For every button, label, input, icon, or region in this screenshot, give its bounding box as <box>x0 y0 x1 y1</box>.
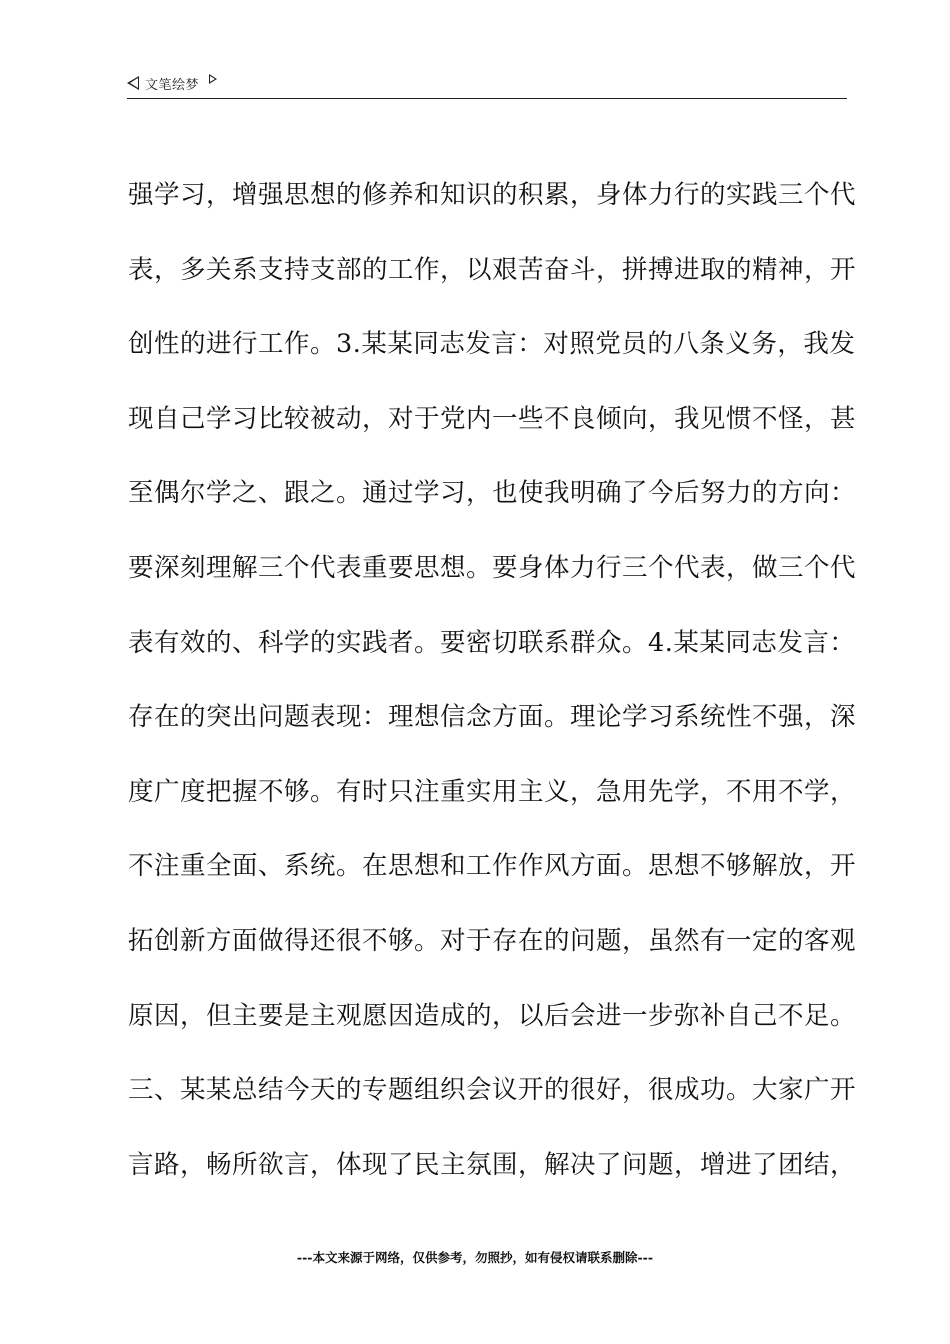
text-line: 表，多关系支持支部的工作，以艰苦奋斗，拼搏进取的精神，开 <box>128 254 857 285</box>
text-line: 原因，但主要是主观愿因造成的，以后会进一步弥补自己不足。 <box>128 1000 857 1031</box>
text-line: 言路，畅所欲言，体现了民主氛围，解决了问题，增进了团结， <box>128 1149 857 1180</box>
page-footer-disclaimer: ---本文来源于网络，仅供参考，勿照抄，如有侵权请联系删除--- <box>296 1250 654 1265</box>
triangle-left-icon <box>127 76 139 90</box>
text-line: 至偶尔学之、跟之。通过学习，也使我明确了今后努力的方向： <box>128 478 857 509</box>
text-line: 创性的进行工作。3.某某同志发言：对照党员的八条义务，我发 <box>128 329 856 360</box>
document-body <box>128 170 857 1214</box>
page-header <box>127 72 847 99</box>
text-line: 三、某某总结今天的专题组织会议开的很好，很成功。大家广开 <box>128 1075 857 1106</box>
text-line: 表有效的、科学的实践者。要密切联系群众。4.某某同志发言： <box>128 627 856 658</box>
triangle-right-icon <box>209 74 217 84</box>
text-line: 现自己学习比较被动，对于党内一些不良倾向，我见惯不怪，甚 <box>128 403 857 434</box>
text-line: 拓创新方面做得还很不够。对于存在的问题，虽然有一定的客观 <box>128 925 857 956</box>
text-line: 强学习，增强思想的修养和知识的积累，身体力行的实践三个代 <box>128 180 857 210</box>
header-title: 文笔绘梦 <box>145 77 200 93</box>
text-line: 存在的突出问题表现：理想信念方面。理论学习系统性不强，深 <box>128 702 857 733</box>
text-line: 要深刻理解三个代表重要思想。要身体力行三个代表，做三个代 <box>128 552 857 583</box>
header-brand <box>127 72 217 94</box>
text-line: 不注重全面、系统。在思想和工作作风方面。思想不够解放，开 <box>128 851 857 882</box>
text-line: 度广度把握不够。有时只注重实用主义，急用先学，不用不学， <box>128 776 857 807</box>
